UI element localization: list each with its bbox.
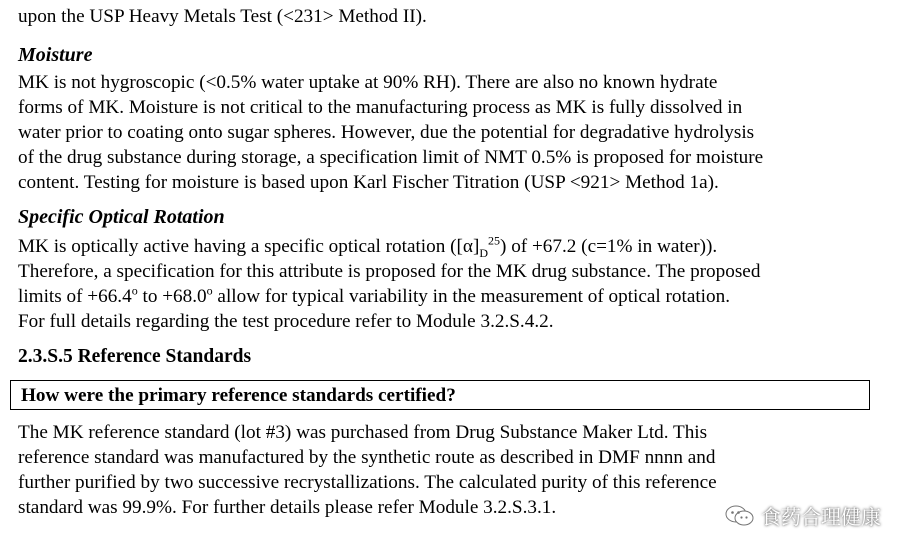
moisture-line: forms of MK. Moisture is not critical to the manufacturing process as MK is fully dissolved in [18, 97, 743, 118]
question-box [10, 380, 870, 410]
top-fragment-text: upon the USP Heavy Metals Test (<231> Method II). [18, 6, 427, 27]
optical-rotation-text: to +68.0 [137, 286, 207, 307]
moisture-line: content. Testing for moisture is based upon Karl Fischer Titration (USP <921> Method 1a). [18, 172, 719, 193]
reference-standards-heading: 2.3.S.5 Reference Standards [18, 346, 252, 367]
document-page [18, 0, 888, 520]
moisture-line: MK is not hygroscopic (<0.5% water uptake at 90% RH). There are also no known hydrate [18, 72, 718, 93]
watermark [725, 501, 881, 530]
reference-line: further purified by two successive recrystallizations. The calculated purity of this reference [18, 472, 717, 493]
optical-rotation-text: limits of +66.4 [18, 286, 132, 307]
optical-rotation-line: For full details regarding the test procedure refer to Module 3.2.S.4.2. [18, 311, 554, 332]
moisture-heading: Moisture [18, 44, 93, 66]
wechat-icon [725, 504, 755, 528]
watermark-text: 食药合理健康 [761, 505, 881, 529]
degree-superscript: o [131, 283, 138, 298]
optical-rotation-text: ) of +67.2 (c=1% in water)). [500, 236, 718, 257]
optical-rotation-line: Therefore, a specification for this attribute is proposed for the MK drug substance. The proposed [18, 261, 761, 282]
question-text: How were the primary reference standards certified? [21, 385, 456, 406]
optical-rotation-text: allow for typical variability in the measurement of optical rotation. [212, 286, 730, 307]
degree-superscript: o [206, 283, 213, 298]
sodium-d-subscript: D [479, 245, 489, 260]
optical-rotation-line [18, 234, 888, 259]
moisture-line: water prior to coating onto sugar spheres. However, due the potential for degradative hydrolysis [18, 122, 755, 143]
moisture-line: of the drug substance during storage, a specification limit of NMT 0.5% is proposed for moisture [18, 147, 764, 168]
optical-rotation-line [18, 284, 888, 309]
reference-line: standard was 99.9%. For further details please refer Module 3.2.S.3.1. [18, 497, 557, 518]
optical-rotation-text: MK is optically active having a specific optical rotation ([α] [18, 236, 480, 257]
optical-rotation-heading: Specific Optical Rotation [18, 206, 225, 228]
moisture-paragraph [18, 70, 888, 195]
optical-rotation-paragraph [18, 234, 888, 334]
reference-line: The MK reference standard (lot #3) was purchased from Drug Substance Maker Ltd. This [18, 422, 708, 443]
reference-line: reference standard was manufactured by the synthetic route as described in DMF nnnn and [18, 447, 716, 468]
temperature-superscript: 25 [488, 233, 501, 248]
